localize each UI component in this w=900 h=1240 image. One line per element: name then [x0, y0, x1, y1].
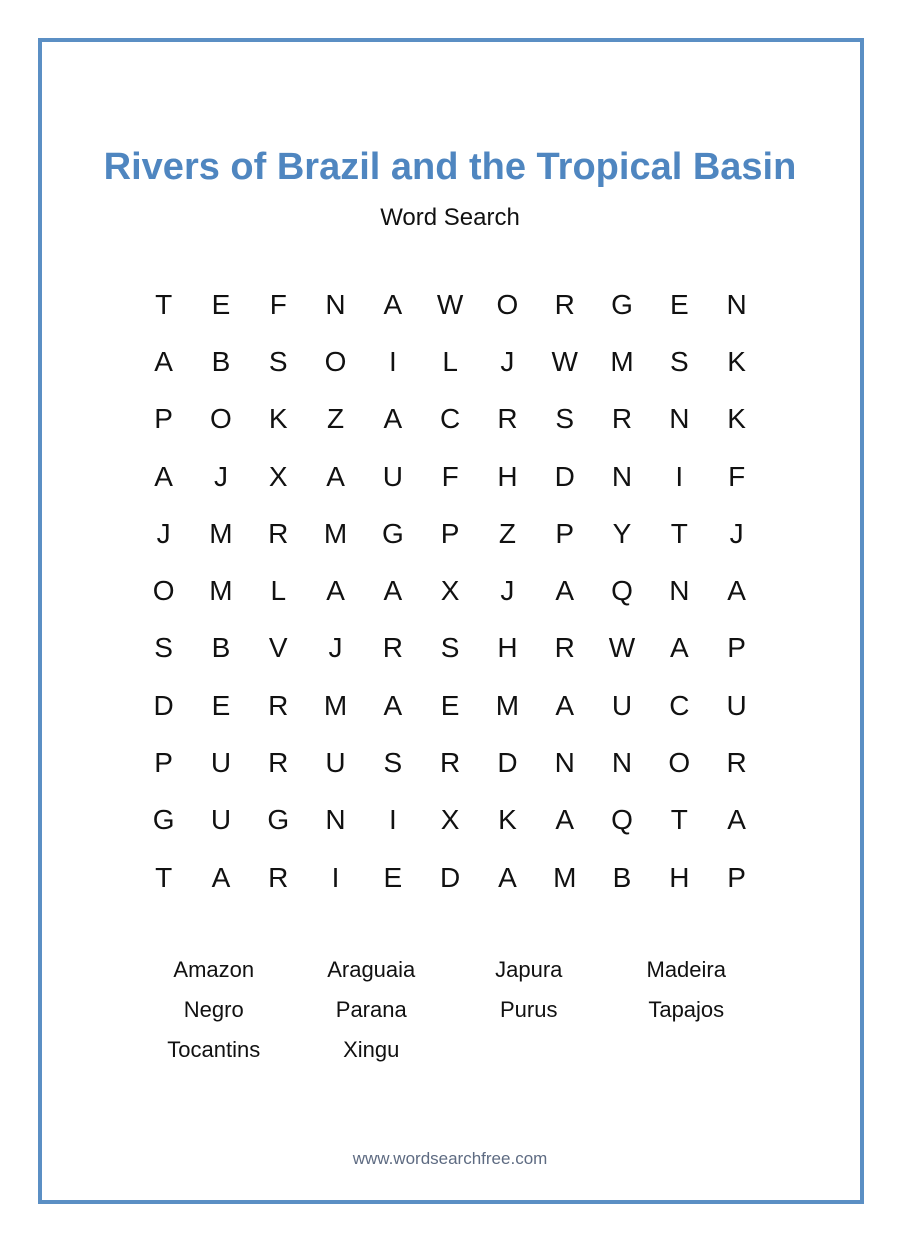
grid-letter: N — [554, 747, 575, 779]
grid-letter: F — [728, 460, 746, 492]
grid-letter: R — [268, 861, 289, 893]
word-list-item: Amazon — [173, 957, 255, 982]
grid-letter: X — [440, 804, 460, 836]
grid-letter: R — [440, 747, 461, 779]
grid-letter: A — [555, 575, 575, 607]
word-list-item: Tocantins — [167, 1037, 261, 1062]
grid-letter: A — [211, 861, 231, 893]
grid-letter: T — [155, 288, 173, 320]
grid-letter: J — [213, 460, 228, 492]
grid-letter: J — [500, 575, 515, 607]
grid-letter: A — [727, 804, 746, 836]
grid-letter: P — [727, 861, 746, 893]
grid-letter: O — [496, 288, 519, 320]
grid-letter: S — [440, 632, 460, 664]
grid-letter: V — [268, 632, 288, 664]
grid-letter: M — [323, 517, 348, 549]
grid-letter: N — [726, 288, 747, 320]
grid-letter: M — [209, 517, 233, 549]
word-list-item: Parana — [335, 997, 407, 1022]
grid-letter: E — [383, 861, 403, 893]
grid-letter: R — [497, 403, 518, 435]
grid-letter: D — [153, 689, 174, 721]
grid-letter: P — [727, 632, 746, 664]
grid-letter: A — [154, 345, 173, 377]
grid-letter: E — [211, 288, 231, 320]
grid-letter: E — [440, 689, 460, 721]
word-list-item: Negro — [183, 997, 244, 1022]
grid-letter: U — [726, 689, 747, 721]
grid-letter: L — [270, 575, 287, 607]
grid-letter: A — [669, 632, 689, 664]
grid-letter: G — [267, 804, 290, 836]
grid-letter: G — [611, 288, 633, 320]
grid-letter: F — [441, 460, 459, 492]
grid-letter: I — [675, 460, 684, 492]
grid-letter: H — [497, 460, 518, 492]
grid-letter: G — [152, 804, 175, 836]
grid-letter: Q — [611, 575, 633, 607]
grid-letter: A — [326, 575, 345, 607]
grid-letter: P — [154, 403, 173, 435]
word-list-item: Araguaia — [327, 957, 416, 982]
grid-letter: C — [440, 403, 461, 435]
grid-letter: X — [268, 460, 288, 492]
grid-letter: D — [497, 747, 518, 779]
grid-letter: P — [154, 747, 173, 779]
grid-letter: F — [269, 288, 287, 320]
grid-letter: Q — [611, 804, 633, 836]
grid-letter: K — [268, 403, 288, 435]
grid-letter: H — [669, 861, 690, 893]
grid-letter: T — [670, 517, 688, 549]
grid-letter: R — [268, 747, 289, 779]
grid-letter: O — [668, 747, 691, 779]
grid-letter: N — [669, 403, 690, 435]
grid-letter: O — [210, 403, 232, 435]
grid-letter: U — [210, 747, 232, 779]
page-subtitle: Word Search — [380, 204, 520, 231]
grid-letter: C — [669, 689, 690, 721]
grid-letter: M — [610, 345, 634, 377]
grid-letter: R — [268, 689, 289, 721]
grid-letter: N — [611, 460, 633, 492]
word-list-item: Purus — [500, 997, 558, 1022]
grid-letter: S — [154, 632, 173, 664]
grid-letter: M — [323, 689, 348, 721]
grid-letter: L — [442, 345, 458, 377]
grid-letter: P — [555, 517, 575, 549]
grid-letter: A — [555, 804, 575, 836]
grid-letter: J — [328, 632, 343, 664]
grid-letter: N — [611, 747, 633, 779]
grid-letter: Z — [498, 517, 516, 549]
grid-letter: K — [727, 345, 746, 377]
grid-letter: A — [154, 460, 173, 492]
grid-letter: A — [727, 575, 746, 607]
grid-letter: A — [498, 861, 517, 893]
grid-letter: P — [440, 517, 460, 549]
grid-letter: A — [383, 575, 403, 607]
grid-letter: A — [555, 689, 575, 721]
grid-letter: B — [612, 861, 632, 893]
grid-letter: N — [669, 575, 690, 607]
grid-letter: K — [498, 804, 517, 836]
grid-letter: A — [383, 288, 403, 320]
grid-letter: I — [388, 804, 397, 836]
grid-letter: J — [156, 517, 171, 549]
grid-letter: B — [211, 345, 231, 377]
word-list-item: Tapajos — [648, 997, 725, 1022]
grid-letter: G — [381, 517, 404, 549]
footer-url: www.wordsearchfree.com — [352, 1149, 548, 1168]
grid-letter: A — [383, 689, 403, 721]
grid-letter: M — [209, 575, 233, 607]
grid-letter: O — [152, 575, 175, 607]
grid-letter: M — [553, 861, 577, 893]
grid-letter: S — [555, 403, 575, 435]
grid-letter: U — [611, 689, 633, 721]
grid-letter: Y — [612, 517, 632, 549]
grid-letter: R — [611, 403, 633, 435]
grid-letter: A — [383, 403, 403, 435]
grid-letter: S — [383, 747, 403, 779]
grid-letter: R — [554, 288, 575, 320]
word-list — [135, 950, 765, 1070]
grid-letter: D — [554, 460, 575, 492]
grid-letter: U — [325, 747, 346, 779]
grid-letter: D — [440, 861, 461, 893]
grid-letter: O — [324, 345, 347, 377]
grid-letter: R — [726, 747, 747, 779]
grid-letter: T — [155, 861, 173, 893]
grid-letter: J — [500, 345, 515, 377]
grid-letter: N — [325, 288, 346, 320]
grid-letter: A — [326, 460, 345, 492]
grid-letter: W — [608, 632, 636, 664]
page-title: Rivers of Brazil and the Tropical Basin — [103, 146, 797, 188]
grid-letter: R — [554, 632, 575, 664]
grid-letter: W — [551, 345, 578, 377]
grid-letter: M — [495, 689, 520, 721]
grid-letter: K — [727, 403, 746, 435]
grid-letter: I — [331, 861, 340, 893]
grid-letter: R — [382, 632, 403, 664]
grid-letter: X — [440, 575, 460, 607]
grid-letter: U — [382, 460, 403, 492]
grid-letter: W — [436, 288, 464, 320]
grid-letter: E — [669, 288, 689, 320]
grid-letter: J — [729, 517, 744, 549]
grid-letter: T — [670, 804, 688, 836]
grid-letter: B — [211, 632, 231, 664]
grid-letter: E — [211, 689, 231, 721]
grid-letter: H — [497, 632, 518, 664]
grid-letter: R — [268, 517, 289, 549]
word-list-item: Madeira — [646, 957, 726, 982]
grid-letter: U — [210, 804, 232, 836]
grid-letter: S — [669, 345, 689, 377]
grid-letter: I — [388, 345, 397, 377]
grid-letter: N — [325, 804, 346, 836]
word-list-item: Xingu — [343, 1037, 400, 1062]
word-list-item: Japura — [495, 957, 563, 982]
letter-grid — [135, 276, 765, 906]
grid-letter: S — [268, 345, 288, 377]
grid-letter: Z — [326, 403, 345, 435]
